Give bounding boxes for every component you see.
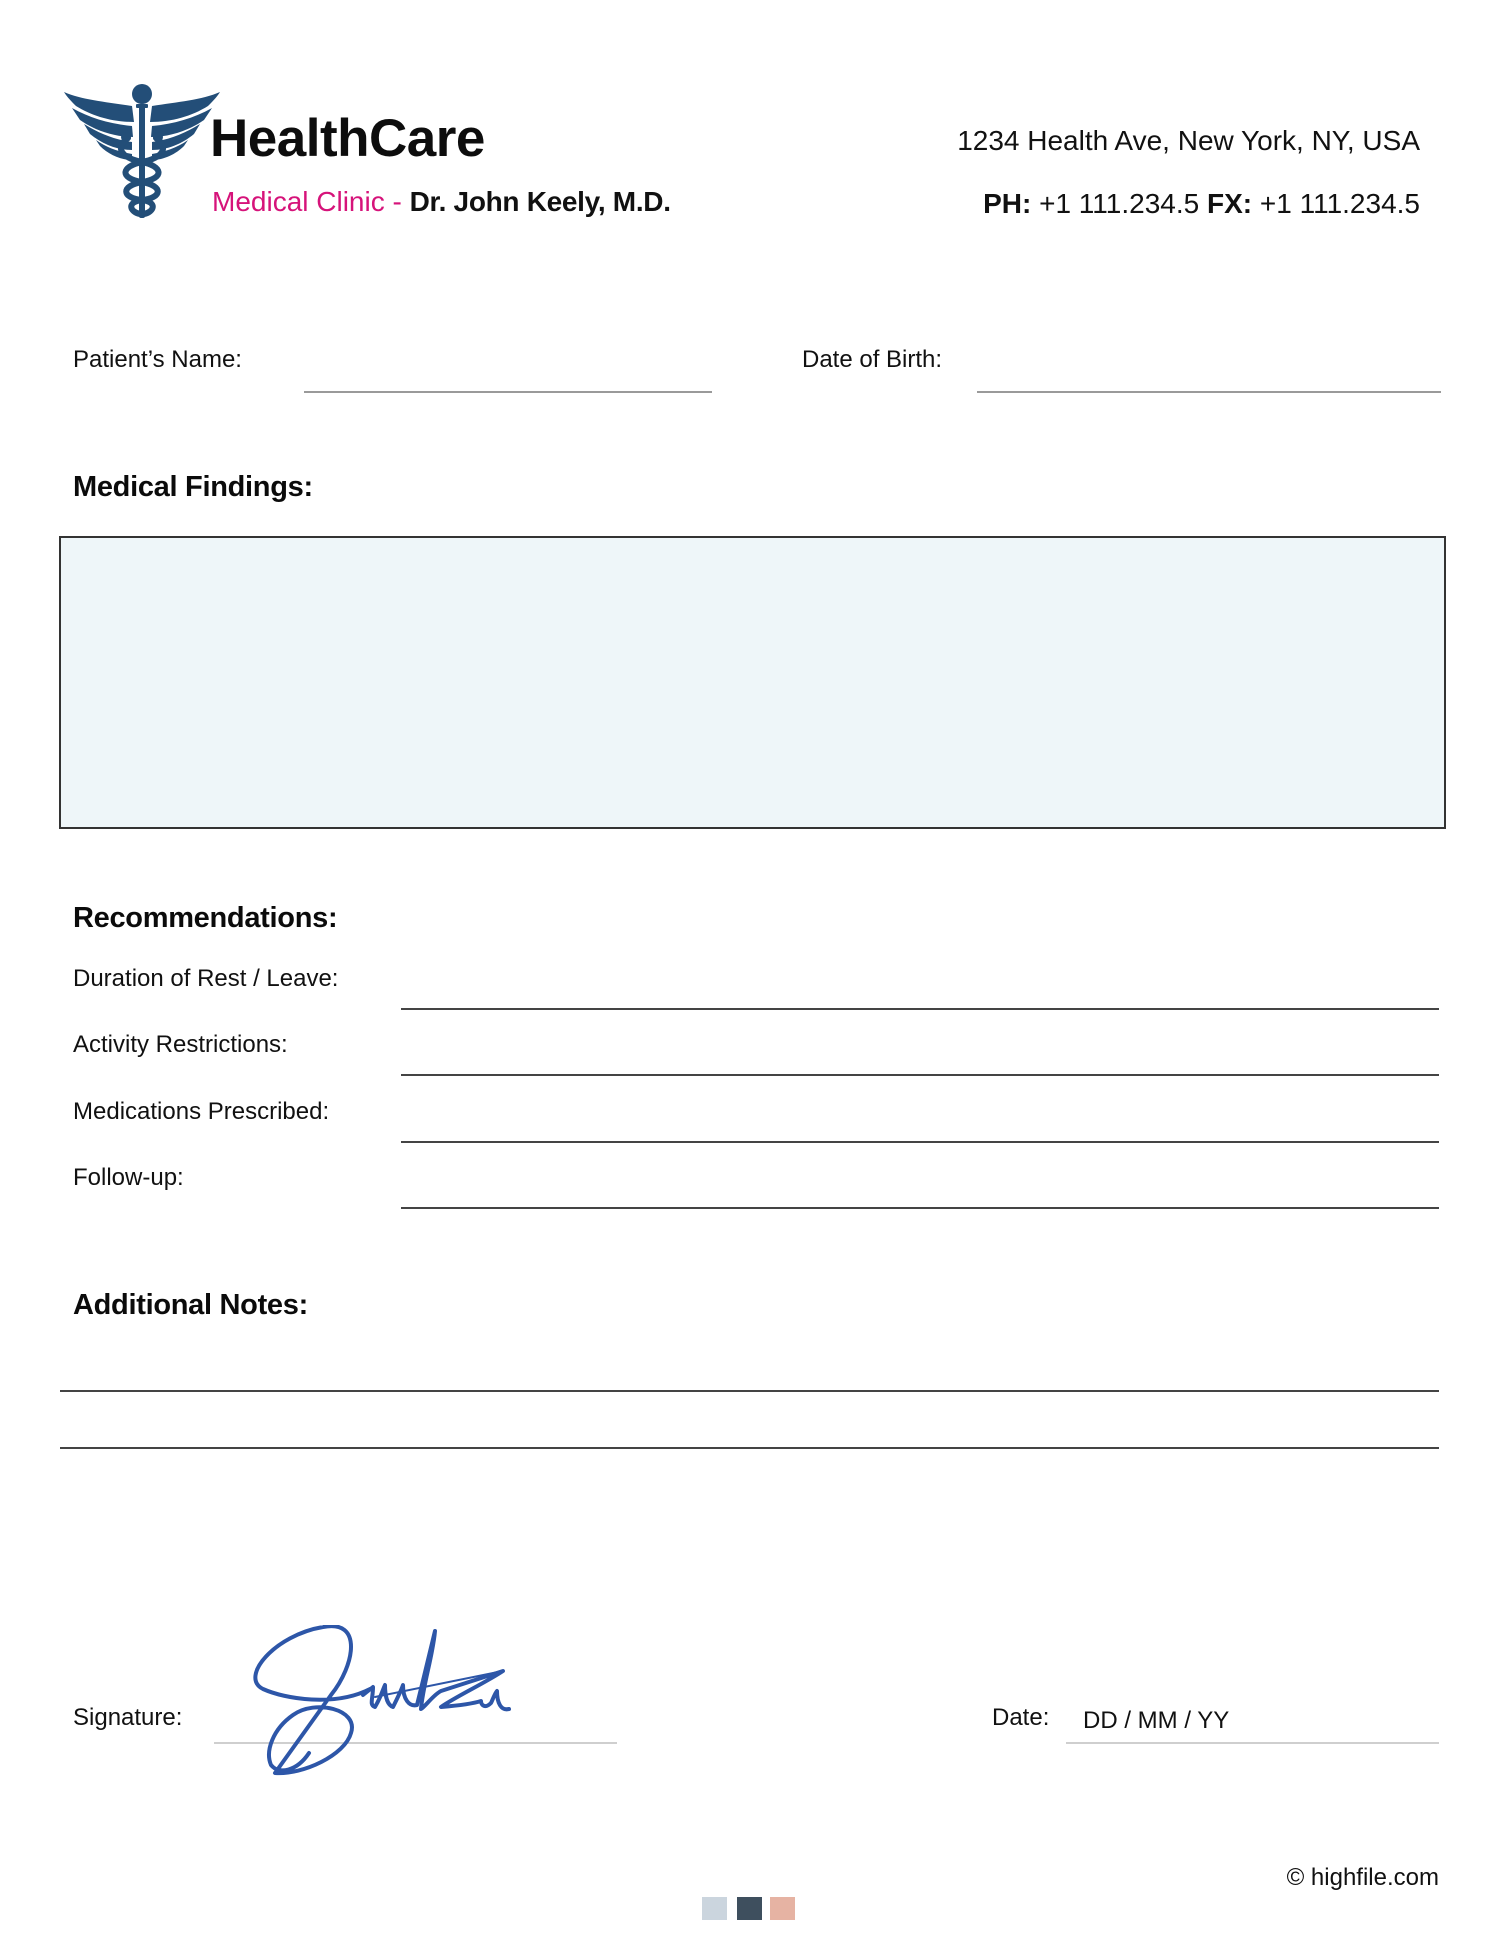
patient-name-underline <box>304 391 712 393</box>
patient-name-input[interactable] <box>304 350 716 390</box>
date-label: Date: <box>992 1704 1050 1731</box>
follow-up-underline <box>401 1207 1439 1209</box>
signature-field[interactable] <box>245 1625 575 1790</box>
activity-restrictions-input[interactable] <box>401 1035 1443 1073</box>
additional-notes-line-2 <box>60 1447 1439 1449</box>
handwritten-signature-icon <box>245 1625 575 1790</box>
date-underline <box>1066 1742 1439 1744</box>
signature-label: Signature: <box>73 1704 183 1731</box>
color-swatch-slate <box>737 1897 762 1920</box>
patient-name-label: Patient’s Name: <box>73 346 242 373</box>
clinic-address: 1234 Health Ave, New York, NY, USA <box>957 125 1420 156</box>
date-of-birth-label: Date of Birth: <box>802 346 943 373</box>
rest-duration-input[interactable] <box>401 968 1443 1006</box>
additional-notes-heading: Additional Notes: <box>73 1289 308 1321</box>
additional-notes-line-1 <box>60 1390 1439 1392</box>
medications-prescribed-label: Medications Prescribed: <box>73 1098 330 1125</box>
color-swatch-peach <box>770 1897 795 1920</box>
fax-label: FX: <box>1207 188 1253 219</box>
date-of-birth-input[interactable] <box>977 350 1445 390</box>
copyright-text: © highfile.com <box>1286 1864 1439 1891</box>
fax-value: +1 111.234.5 <box>1252 188 1420 219</box>
rest-duration-underline <box>401 1008 1439 1010</box>
follow-up-input[interactable] <box>401 1168 1443 1206</box>
brand-subtitle <box>212 188 671 216</box>
activity-restrictions-underline <box>401 1074 1439 1076</box>
date-of-birth-underline <box>977 391 1441 393</box>
rest-duration-label: Duration of Rest / Leave: <box>73 965 339 992</box>
medical-findings-heading: Medical Findings: <box>73 471 313 503</box>
caduceus-logo-icon <box>62 82 222 220</box>
contact-numbers <box>983 190 1420 218</box>
activity-restrictions-label: Activity Restrictions: <box>73 1031 288 1058</box>
clinic-label: Medical Clinic - <box>212 186 410 217</box>
signature-date-input[interactable] <box>1081 1702 1440 1740</box>
additional-notes-input-1[interactable] <box>60 1352 1443 1390</box>
doctor-name: Dr. John Keely, M.D. <box>409 186 671 217</box>
medical-findings-textarea[interactable] <box>59 536 1446 829</box>
phone-label: PH: <box>983 188 1032 219</box>
recommendations-heading: Recommendations: <box>73 902 338 934</box>
medications-prescribed-underline <box>401 1141 1439 1143</box>
additional-notes-input-2[interactable] <box>60 1408 1443 1446</box>
color-swatch-light-gray <box>702 1897 727 1920</box>
follow-up-label: Follow-up: <box>73 1164 184 1191</box>
phone-value: +1 111.234.5 <box>1031 188 1207 219</box>
brand-name: HealthCare <box>210 109 485 168</box>
medications-prescribed-input[interactable] <box>401 1102 1443 1140</box>
